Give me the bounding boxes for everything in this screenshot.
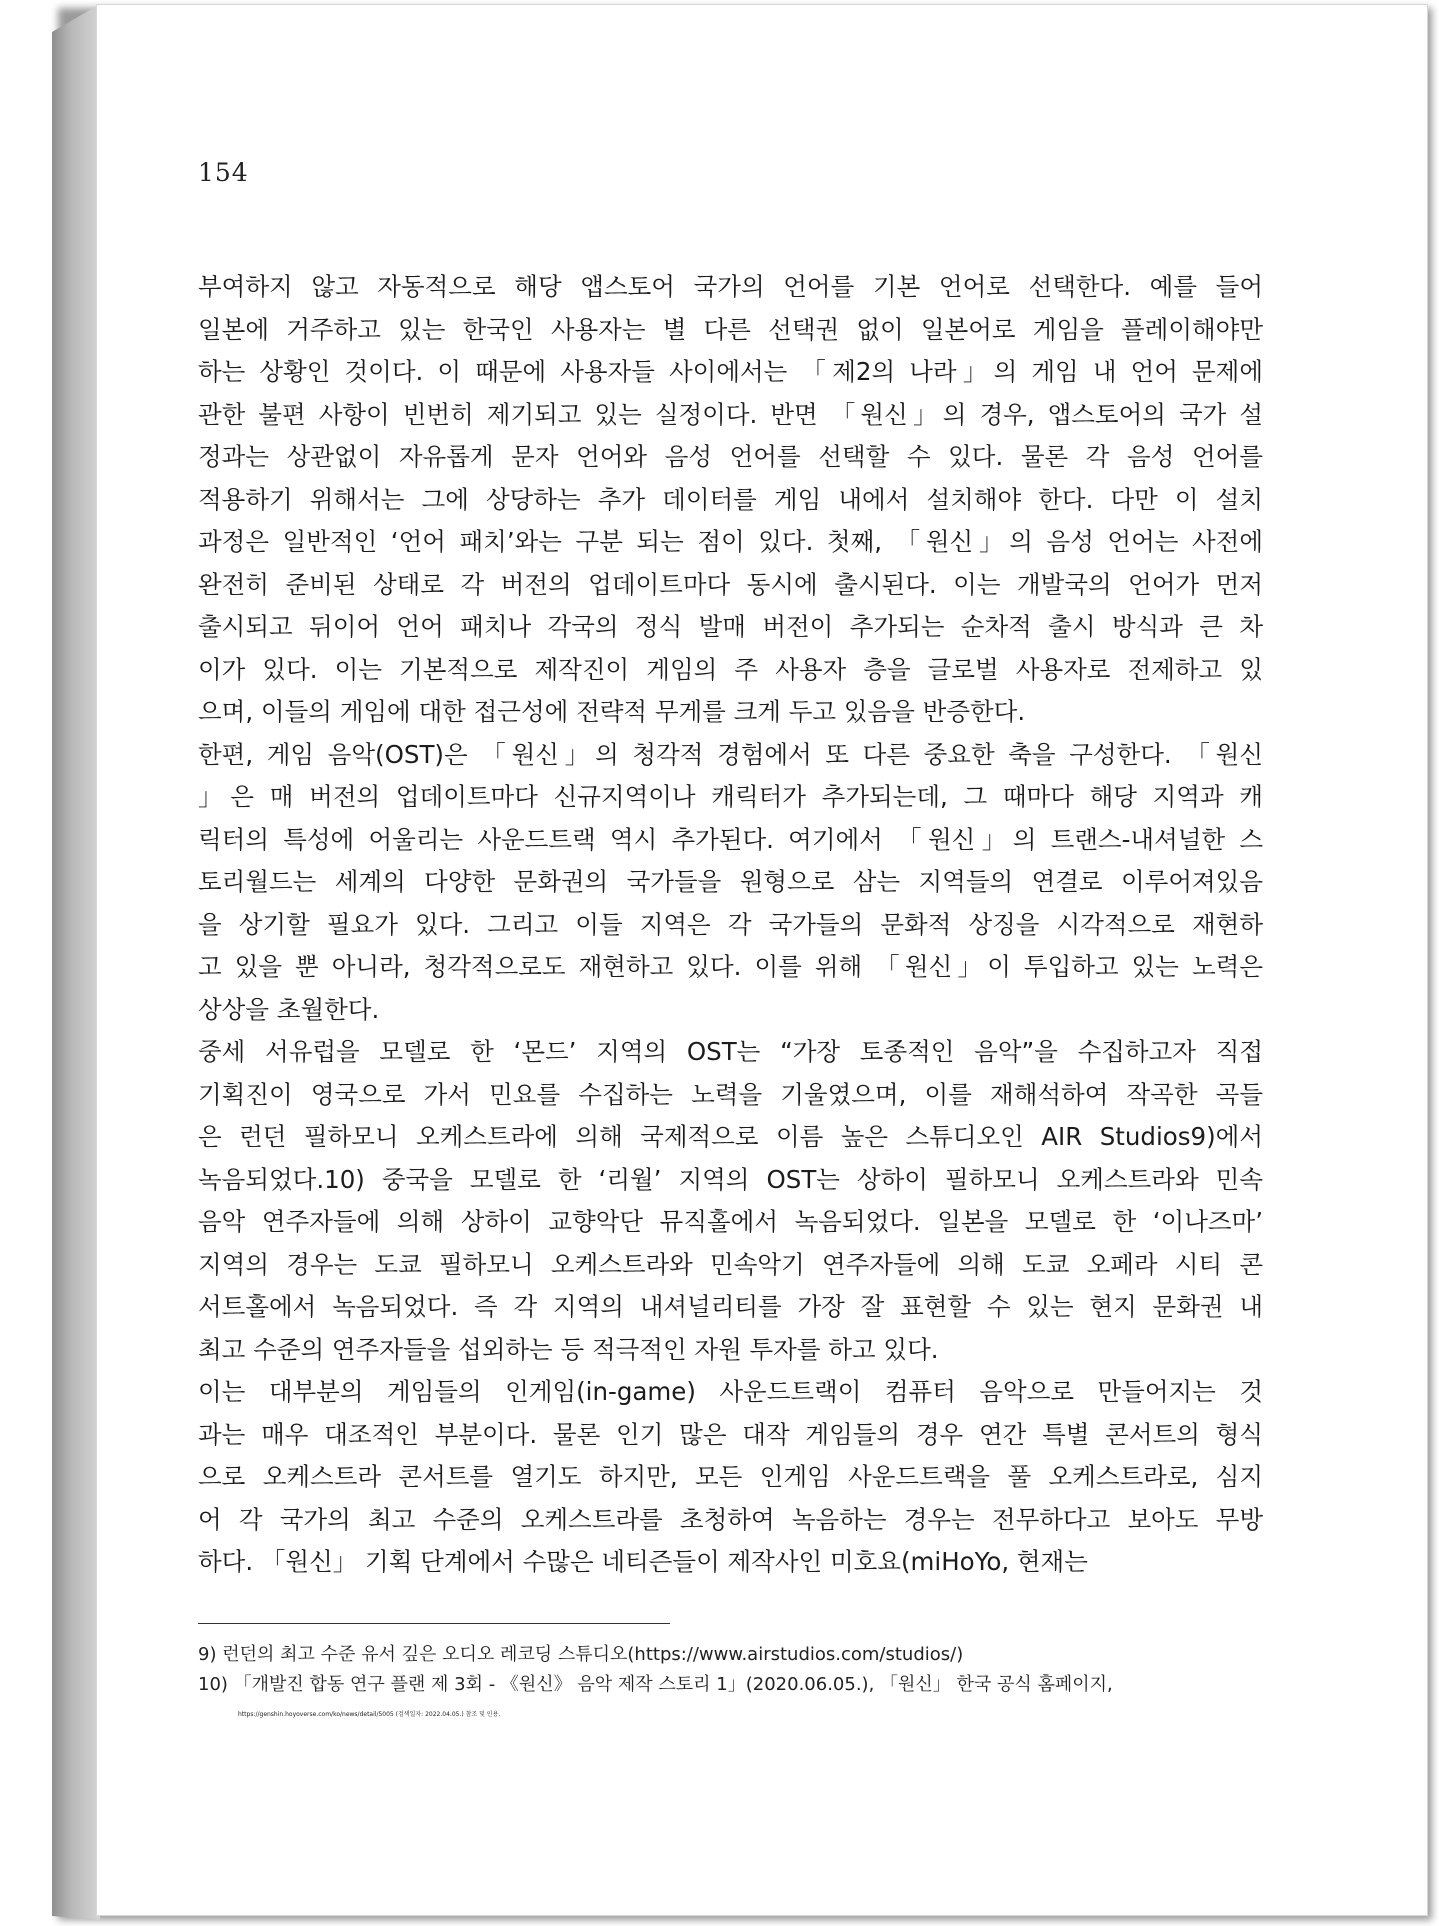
book-spine-edge (52, 4, 100, 1920)
body-line: 릭터의 특성에 어울리는 사운드트랙 역시 추가된다. 여기에서 「원신」의 트랜스-내셔널한 스 (198, 824, 1263, 854)
body-line: 상상을 초월한다. (198, 994, 380, 1024)
body-line: 과정은 일반적인 ‘언어 패치’와는 구분 되는 점이 있다. 첫째, 「원신」의 음성 언어는 사전에 (198, 527, 1263, 556)
body-line: 일본에 거주하고 있는 한국인 사용자는 별 다른 선택권 없이 일본어로 게임을 플레이해야만 (198, 314, 1263, 344)
footnote-10-continued: https://genshin.hoyoverse.com/ko/news/detail/5005 (검색일자: 2022.04.05.) 참조 및 인용. (238, 1711, 501, 1718)
footnote-9: 9) 런던의 최고 수준 유서 깊은 오디오 레코딩 스튜디오(https://www.airstudios.com/studios/) (198, 1644, 964, 1665)
body-line: 과는 매우 대조적인 부분이다. 물론 인기 많은 대작 게임들의 경우 연간 특별 콘서트의 형식 (198, 1419, 1263, 1449)
body-line: 하는 상황인 것이다. 이 때문에 사용자들 사이에서는 「제2의 나라」의 게임 내 언어 문제에 (198, 357, 1263, 386)
footnote-divider (198, 1623, 670, 1624)
body-line: 으며, 이들의 게임에 대한 접근성에 전략적 무게를 크게 두고 있음을 반증한다. (198, 697, 1026, 726)
body-line: 정과는 상관없이 자유롭게 문자 언어와 음성 언어를 선택할 수 있다. 물론 각 음성 언어를 (198, 442, 1263, 471)
body-line: 지역의 경우는 도쿄 필하모니 오케스트라와 민속악기 연주자들에 의해 도쿄 오페라 시티 콘 (198, 1249, 1263, 1279)
body-line: 관한 불편 사항이 빈번히 제기되고 있는 실정이다. 반면 「원신」의 경우, 앱스토어의 국가 설 (198, 399, 1263, 429)
body-line: 출시되고 뒤이어 언어 패치나 각국의 정식 발매 버전이 추가되는 순차적 출시 방식과 큰 차 (198, 612, 1263, 641)
body-text (198, 266, 1263, 1584)
body-line: 음악 연주자들에 의해 상하이 교향악단 뮤직홀에서 녹음되었다. 일본을 모델로 한 ‘이나즈마’ (198, 1207, 1263, 1236)
body-line: 을 상기할 필요가 있다. 그리고 이들 지역은 각 국가들의 문화적 상징을 시각적으로 재현하 (198, 909, 1263, 939)
body-line: 녹음되었다.10) 중국을 모델로 한 ‘리월’ 지역의 OST는 상하이 필하모니 오케스트라와 민속 (198, 1164, 1263, 1194)
footnotes (198, 1640, 1263, 1730)
body-line: 어 각 국가의 최고 수준의 오케스트라를 초청하여 녹음하는 경우는 전무하다고 보아도 무방 (198, 1504, 1263, 1534)
body-line: 중세 서유럽을 모델로 한 ‘몬드’ 지역의 OST는 “가장 토종적인 음악”을 수집하고자 직접 (198, 1037, 1263, 1066)
body-line: 적용하기 위해서는 그에 상당하는 추가 데이터를 게임 내에서 설치해야 한다. 다만 이 설치 (198, 484, 1263, 514)
page-number: 154 (198, 158, 249, 187)
body-line: 은 런던 필하모니 오케스트라에 의해 국제적으로 이름 높은 스튜디오인 AIR Studios9)에서 (198, 1122, 1263, 1151)
body-line: 하다. 「원신」 기획 단계에서 수많은 네티즌들이 제작사인 미호요(miHoYo, 현재는 (198, 1547, 1088, 1576)
body-line: 최고 수준의 연주자들을 섭외하는 등 적극적인 자원 투자를 하고 있다. (198, 1334, 939, 1364)
body-line: 고 있을 뿐 아니라, 청각적으로도 재현하고 있다. 이를 위해 「원신」이 투입하고 있는 노력은 (198, 952, 1263, 981)
body-line: 서트홀에서 녹음되었다. 즉 각 지역의 내셔널리티를 가장 잘 표현할 수 있는 현지 문화권 내 (198, 1292, 1263, 1321)
body-line: 부여하지 않고 자동적으로 해당 앱스토어 국가의 언어를 기본 언어로 선택한다. 예를 들어 (198, 272, 1263, 301)
body-line: 완전히 준비된 상태로 각 버전의 업데이트마다 동시에 출시된다. 이는 개발국의 언어가 먼저 (198, 569, 1263, 599)
body-line: 으로 오케스트라 콘서트를 열기도 하지만, 모든 인게임 사운드트랙을 풀 오케스트라로, 심지 (198, 1462, 1263, 1491)
body-line: 토리월드는 세계의 다양한 문화권의 국가들을 원형으로 삼는 지역들의 연결로 이루어져있음 (198, 867, 1263, 896)
footnote-10: 10) 「개발진 합동 연구 플랜 제 3회 - 《원신》 음악 제작 스토리 1」(2020.06.05.), 「원신」 한국 공식 홈페이지, (198, 1674, 1113, 1695)
body-line: 이는 대부분의 게임들의 인게임(in-game) 사운드트랙이 컴퓨터 음악으로 만들어지는 것 (198, 1377, 1263, 1406)
body-line: 」은 매 버전의 업데이트마다 신규지역이나 캐릭터가 추가되는데, 그 때마다 해당 지역과 캐 (198, 782, 1263, 811)
body-line: 한편, 게임 음악(OST)은 「원신」의 청각적 경험에서 또 다른 중요한 축을 구성한다. 「원신 (198, 739, 1263, 769)
body-line: 기획진이 영국으로 가서 민요를 수집하는 노력을 기울였으며, 이를 재해석하여 작곡한 곡들 (198, 1079, 1263, 1109)
body-line: 이가 있다. 이는 기본적으로 제작진이 게임의 주 사용자 층을 글로벌 사용자로 전제하고 있 (198, 654, 1263, 684)
